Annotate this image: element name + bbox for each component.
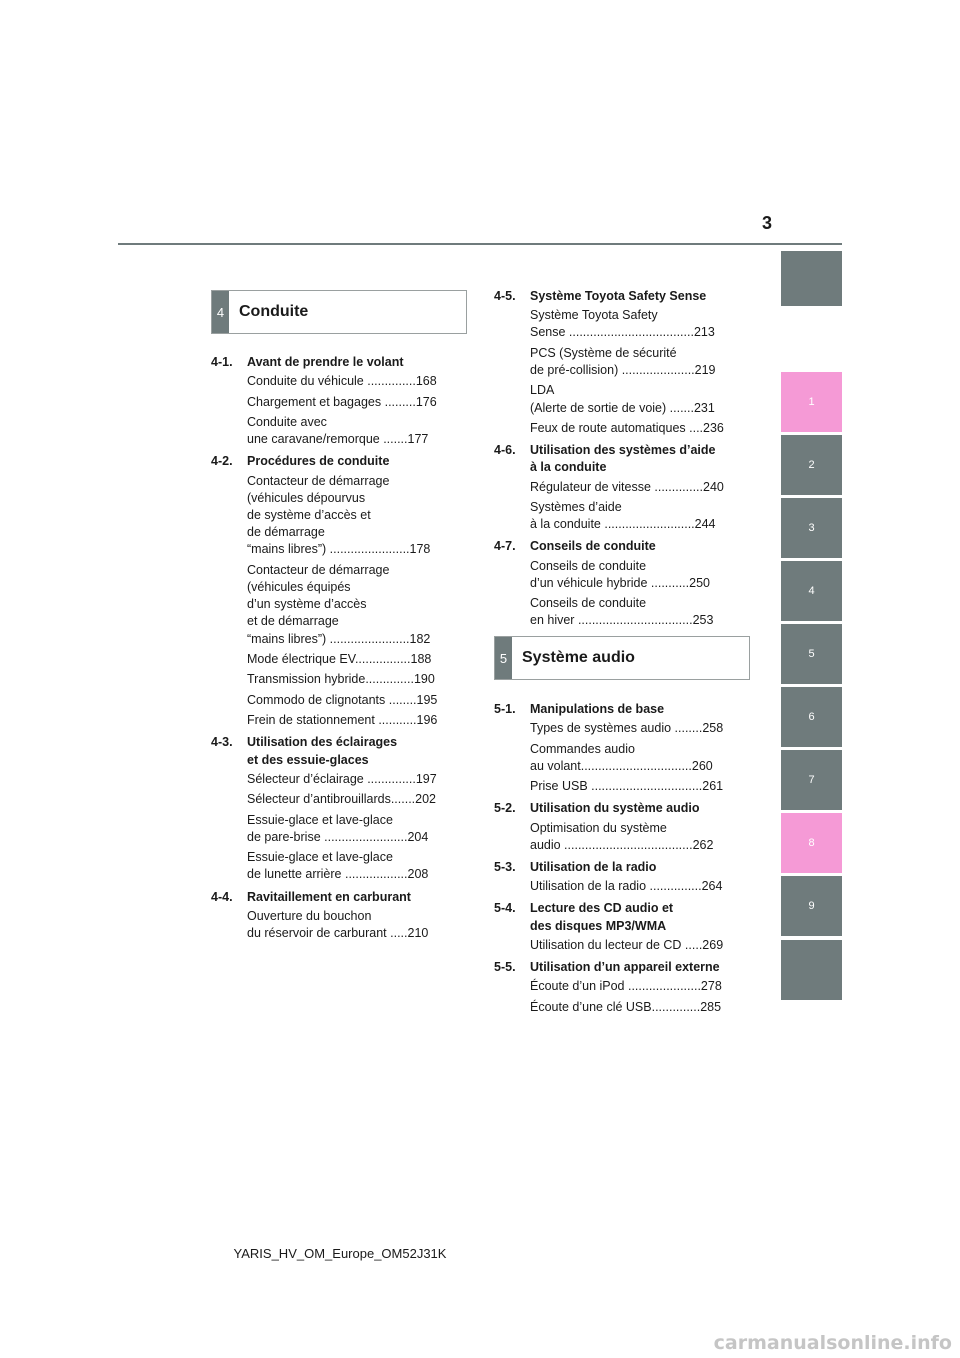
- entry-page-number: 262: [692, 837, 714, 852]
- toc-entry[interactable]: [530, 345, 750, 379]
- toc-chapter[interactable]: [494, 959, 750, 976]
- entry-title: Transmission hybride..............: [247, 672, 414, 687]
- chapter-tab[interactable]: [781, 940, 842, 1000]
- toc-chapter[interactable]: [494, 859, 750, 876]
- chapter-tab[interactable]: 1: [781, 372, 842, 432]
- entry-title: Conduite du véhicule ..............: [247, 374, 416, 389]
- chapter-tab[interactable]: 7: [781, 750, 842, 810]
- entry-title: Contacteur de démarrage (véhicules dépourvus de système d’accès et de démarrage “mains libres”) .......................: [247, 473, 410, 557]
- toc-entry[interactable]: [530, 978, 750, 995]
- toc-entry[interactable]: [530, 999, 750, 1016]
- chapter-title: Lecture des CD audio et des disques MP3/WMA: [530, 901, 674, 933]
- chapter-title: Manipulations de base: [530, 702, 665, 716]
- chapter-tab[interactable]: 3: [781, 498, 842, 558]
- toc-chapter[interactable]: [494, 701, 750, 718]
- toc-right-column-top: [494, 283, 750, 633]
- entry-title: Conduite avec une caravane/remorque .......: [247, 414, 408, 447]
- chapter-number: 4-1.: [211, 355, 233, 369]
- chapter-tab[interactable]: 8: [781, 813, 842, 873]
- entry-title: Frein de stationnement ...........: [247, 713, 417, 728]
- chapter-tab[interactable]: 5: [781, 624, 842, 684]
- entry-page-number: 177: [407, 432, 429, 447]
- entry-title: Systèmes d’aide à la conduite ..........................: [530, 499, 695, 532]
- chapter-number: 5-2.: [494, 801, 516, 816]
- entry-page-number: 261: [702, 779, 724, 794]
- toc-entry[interactable]: [530, 778, 750, 795]
- entry-page-number: 253: [692, 613, 714, 628]
- entry-page-number: 213: [693, 325, 715, 340]
- chapter-title: Utilisation des systèmes d’aide à la conduite: [530, 443, 716, 475]
- toc-chapter[interactable]: [494, 900, 750, 934]
- entry-title: Écoute d’un iPod .....................: [530, 979, 701, 994]
- chapter-tab[interactable]: 2: [781, 435, 842, 495]
- watermark: carmanualsonline.info: [713, 1332, 952, 1354]
- toc-entry[interactable]: [530, 720, 750, 737]
- entry-page-number: 202: [415, 792, 436, 807]
- toc-chapter[interactable]: [494, 538, 750, 555]
- entry-page-number: 182: [409, 631, 431, 646]
- toc-chapter[interactable]: [494, 800, 750, 817]
- section-header-5: [494, 636, 750, 680]
- chapter-tab[interactable]: 6: [781, 687, 842, 747]
- page-number: 3: [761, 213, 772, 233]
- entry-page-number: 269: [702, 937, 724, 952]
- chapter-title: Ravitaillement en carburant: [247, 889, 411, 904]
- toc-chapter[interactable]: [211, 889, 467, 906]
- chapter-tab[interactable]: 9: [781, 876, 842, 936]
- toc-chapter[interactable]: [211, 354, 467, 371]
- entry-title: Types de systèmes audio ........: [530, 721, 703, 736]
- toc-left-column: [211, 349, 467, 945]
- toc-entry[interactable]: [530, 937, 750, 954]
- toc-entry[interactable]: [530, 307, 750, 341]
- section-title: Système audio: [522, 649, 635, 666]
- header-rule: [118, 243, 842, 245]
- chapter-number: 4-6.: [494, 443, 516, 458]
- entry-title: Conseils de conduite d’un véhicule hybride ...........: [530, 558, 690, 590]
- toc-entry[interactable]: [247, 908, 467, 942]
- chapter-number: 4-3.: [211, 735, 233, 750]
- toc-entry[interactable]: [247, 373, 467, 390]
- entry-page-number: 210: [407, 925, 429, 940]
- entry-title: Chargement et bagages .........: [247, 394, 416, 409]
- entry-page-number: 208: [407, 867, 429, 882]
- chapter-number: 5-1.: [494, 702, 516, 716]
- entry-page-number: 278: [700, 979, 722, 994]
- entry-page-number: 250: [689, 575, 710, 590]
- chapter-title: Utilisation d’un appareil externe: [530, 960, 720, 975]
- chapter-title: Conseils de conduite: [530, 539, 656, 554]
- entry-page-number: 285: [700, 999, 722, 1014]
- toc-entry[interactable]: [247, 414, 467, 448]
- entry-title: Système Toyota Safety Sense ....................................: [530, 308, 694, 340]
- entry-title: LDA (Alerte de sortie de voie) .......: [530, 383, 694, 415]
- toc-entry[interactable]: [530, 382, 750, 416]
- entry-page-number: 219: [694, 363, 716, 377]
- entry-title: Utilisation du lecteur de CD .....: [530, 937, 703, 952]
- entry-page-number: 240: [703, 479, 724, 494]
- entry-title: Conseils de conduite en hiver .................................: [530, 596, 693, 628]
- document-footer: YARIS_HV_OM_Europe_OM52J31K: [233, 1246, 447, 1261]
- toc-chapter[interactable]: [211, 453, 467, 470]
- toc-right-column-bottom: [494, 696, 750, 1019]
- chapter-title: Utilisation de la radio: [530, 860, 657, 874]
- toc-entry[interactable]: [530, 820, 750, 854]
- entry-page-number: 236: [703, 420, 724, 435]
- toc-entry[interactable]: [530, 499, 750, 533]
- chapter-number: 4-2.: [211, 454, 233, 469]
- chapter-number: 5-5.: [494, 960, 516, 975]
- section-title: Conduite: [239, 303, 309, 320]
- chapter-number: 4-7.: [494, 539, 516, 554]
- entry-title: Contacteur de démarrage (véhicules équipés d’un système d’accès et de démarrage “mains libres”) .......................: [247, 562, 410, 646]
- entry-page-number: 176: [415, 394, 437, 409]
- entry-title: Écoute d’une clé USB..............: [530, 999, 701, 1014]
- toc-entry[interactable]: [247, 849, 467, 883]
- entry-title: PCS (Système de sécurité de pré-collision) .....................: [530, 345, 695, 377]
- toc-entry[interactable]: [530, 878, 750, 895]
- entry-page-number: 244: [694, 517, 716, 532]
- toc-entry[interactable]: [247, 771, 467, 788]
- entry-page-number: 197: [415, 771, 437, 786]
- entry-page-number: 231: [693, 400, 715, 415]
- toc-entry[interactable]: [247, 712, 467, 729]
- chapter-number: 4-4.: [211, 889, 233, 904]
- chapter-title: Avant de prendre le volant: [247, 355, 404, 369]
- toc-chapter[interactable]: [211, 734, 467, 768]
- entry-page-number: 260: [691, 758, 713, 773]
- toc-entry[interactable]: [247, 473, 467, 559]
- entry-page-number: 258: [702, 721, 724, 736]
- toc-chapter[interactable]: [494, 288, 750, 305]
- entry-title: Sélecteur d’éclairage ..............: [247, 771, 416, 786]
- chapter-number: 5-3.: [494, 860, 516, 874]
- chapter-title: Utilisation du système audio: [530, 801, 700, 816]
- chapter-tab[interactable]: 4: [781, 561, 842, 621]
- entry-page-number: 178: [409, 542, 431, 557]
- chapter-number: 4-5.: [494, 289, 516, 303]
- chapter-title: Procédures de conduite: [247, 454, 390, 469]
- section-number: 4: [212, 291, 229, 333]
- entry-page-number: 190: [413, 672, 435, 687]
- chapter-title: Utilisation des éclairages et des essuie-glaces: [247, 735, 398, 767]
- entry-title: Utilisation de la radio ...............: [530, 879, 702, 894]
- entry-page-number: 168: [415, 374, 437, 389]
- toc-entry[interactable]: [530, 741, 750, 775]
- toc-entry[interactable]: [247, 812, 467, 846]
- entry-title: Prise USB ................................: [530, 779, 703, 794]
- entry-title: Essuie-glace et lave-glace de pare-brise ........................: [247, 812, 408, 844]
- entry-title: Essuie-glace et lave-glace de lunette arrière ..................: [247, 850, 408, 882]
- toc-chapter[interactable]: [494, 442, 750, 476]
- entry-title: Commodo de clignotants ........: [247, 692, 417, 707]
- entry-title: Régulateur de vitesse ..............: [530, 479, 703, 494]
- section-number: 5: [495, 637, 512, 679]
- section-header-4: [211, 290, 467, 334]
- entry-page-number: 188: [410, 652, 432, 666]
- toc-entry[interactable]: [247, 791, 467, 808]
- entry-title: Ouverture du bouchon du réservoir de carburant .....: [247, 908, 408, 940]
- toc-entry[interactable]: [247, 671, 467, 688]
- entry-page-number: 196: [416, 713, 438, 728]
- toc-entry[interactable]: [247, 692, 467, 709]
- entry-page-number: 264: [701, 879, 723, 894]
- toc-entry[interactable]: [247, 394, 467, 411]
- toc-entry[interactable]: [530, 420, 750, 437]
- entry-title: Mode électrique EV................: [247, 652, 411, 666]
- toc-entry[interactable]: [530, 558, 750, 592]
- chapter-title: Système Toyota Safety Sense: [530, 289, 707, 303]
- entry-title: Feux de route automatiques ....: [530, 420, 704, 435]
- toc-entry[interactable]: [530, 479, 750, 496]
- entry-title: Sélecteur d’antibrouillards.......: [247, 792, 416, 807]
- chapter-number: 5-4.: [494, 901, 516, 916]
- entry-page-number: 195: [416, 692, 438, 707]
- toc-entry[interactable]: [530, 595, 750, 629]
- chapter-tab[interactable]: [781, 251, 842, 306]
- entry-page-number: 204: [407, 829, 429, 844]
- entry-title: Optimisation du système audio .....................................: [530, 820, 693, 852]
- toc-entry[interactable]: [247, 562, 467, 648]
- toc-entry[interactable]: [247, 651, 467, 668]
- entry-title: Commandes audio au volant................................: [530, 741, 692, 773]
